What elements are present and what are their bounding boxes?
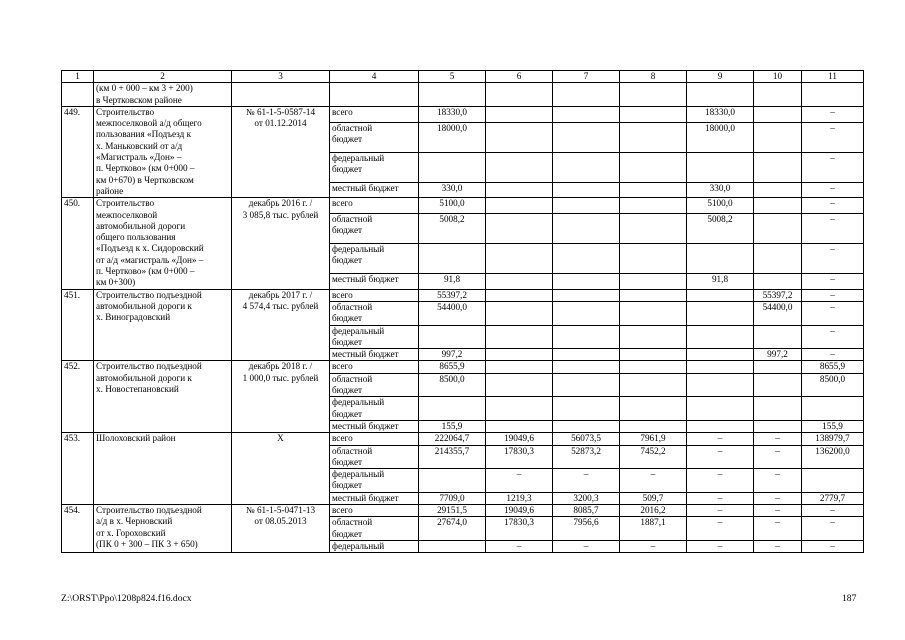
- table-cell: [754, 361, 802, 373]
- header-cell: 9: [687, 71, 754, 83]
- table-cell: № 61-1-5-0471-13 от 08.05.2013: [232, 504, 330, 552]
- table-cell: [553, 122, 620, 152]
- document-path: Z:\ORST\Ppo\1208p824.f16.docx: [61, 593, 192, 604]
- table-cell: [486, 122, 553, 152]
- table-cell: [687, 325, 754, 349]
- table-cell: 214355,7: [419, 445, 486, 469]
- table-row: [62, 504, 864, 516]
- table-cell: [687, 289, 754, 301]
- header-cell: 6: [486, 71, 553, 83]
- table-cell: [486, 420, 553, 432]
- table-cell: [687, 83, 754, 107]
- table-cell: –: [620, 540, 687, 552]
- table-cell: [486, 213, 553, 243]
- table-cell: [620, 83, 687, 107]
- table-cell: [553, 361, 620, 373]
- table-cell: 5100,0: [419, 198, 486, 214]
- table-cell: [553, 243, 620, 273]
- table-cell: федеральный: [330, 540, 419, 552]
- table-cell: [687, 397, 754, 421]
- table-cell: [620, 122, 687, 152]
- table-cell: 56073,5: [553, 433, 620, 445]
- table-cell: [620, 273, 687, 289]
- table-cell: федеральный бюджет: [330, 243, 419, 273]
- table-cell: декабрь 2016 г. / 3 085,8 тыс. рублей: [232, 198, 330, 289]
- table-cell: –: [754, 433, 802, 445]
- table-cell: 2016,2: [620, 504, 687, 516]
- table-cell: [687, 243, 754, 273]
- table-cell: 453.: [62, 433, 94, 505]
- table-cell: местный бюджет: [330, 420, 419, 432]
- table-cell: [802, 83, 864, 107]
- table-cell: [486, 83, 553, 107]
- table-cell: [553, 325, 620, 349]
- table-cell: [553, 397, 620, 421]
- table-cell: [553, 273, 620, 289]
- table-cell: [330, 83, 419, 107]
- table-cell: [553, 420, 620, 432]
- table-cell: [486, 198, 553, 214]
- table-cell: –: [802, 540, 864, 552]
- table-cell: [419, 469, 486, 493]
- table-cell: –: [802, 213, 864, 243]
- table-cell: местный бюджет: [330, 273, 419, 289]
- table-cell: –: [687, 445, 754, 469]
- table-cell: [620, 106, 687, 122]
- table-cell: –: [553, 469, 620, 493]
- table-cell: всего: [330, 198, 419, 214]
- table-cell: 1219,3: [486, 492, 553, 504]
- table-row: [62, 289, 864, 301]
- table-cell: [419, 243, 486, 273]
- table-cell: –: [802, 198, 864, 214]
- table-cell: федеральный бюджет: [330, 152, 419, 182]
- table-cell: [620, 420, 687, 432]
- table-cell: федеральный бюджет: [330, 397, 419, 421]
- table-cell: –: [802, 289, 864, 301]
- table-cell: [620, 373, 687, 397]
- table-cell: [553, 213, 620, 243]
- table-cell: [620, 301, 687, 325]
- table-cell: всего: [330, 504, 419, 516]
- table-cell: –: [687, 540, 754, 552]
- table-cell: 138979,7: [802, 433, 864, 445]
- table-cell: № 61-1-5-0587-14 от 01.12.2014: [232, 106, 330, 197]
- table-cell: 18330,0: [687, 106, 754, 122]
- table-cell: –: [486, 540, 553, 552]
- table-cell: –: [754, 492, 802, 504]
- table-cell: 19049,6: [486, 433, 553, 445]
- table-cell: декабрь 2017 г. / 4 574,4 тыс. рублей: [232, 289, 330, 361]
- table-cell: Шолоховский район: [94, 433, 232, 505]
- table-cell: 55397,2: [754, 289, 802, 301]
- table-cell: 8500,0: [419, 373, 486, 397]
- table-cell: 8655,9: [802, 361, 864, 373]
- table-cell: 450.: [62, 198, 94, 289]
- table-cell: –: [802, 273, 864, 289]
- table-cell: [754, 397, 802, 421]
- header-cell: 2: [94, 71, 232, 83]
- table-cell: –: [687, 504, 754, 516]
- table-cell: [620, 182, 687, 198]
- table-cell: –: [802, 504, 864, 516]
- table-cell: –: [553, 540, 620, 552]
- table-cell: местный бюджет: [330, 492, 419, 504]
- table-cell: –: [802, 243, 864, 273]
- table-cell: [486, 373, 553, 397]
- table-cell: [620, 289, 687, 301]
- table-cell: [687, 152, 754, 182]
- header-row: [62, 71, 864, 83]
- table-cell: 330,0: [419, 182, 486, 198]
- table-cell: 17830,3: [486, 517, 553, 541]
- table-cell: 8085,7: [553, 504, 620, 516]
- table-cell: –: [754, 445, 802, 469]
- table-cell: [419, 540, 486, 552]
- table-cell: –: [754, 517, 802, 541]
- table-cell: [419, 325, 486, 349]
- table-cell: –: [687, 433, 754, 445]
- table-cell: 5100,0: [687, 198, 754, 214]
- table-body: [62, 71, 864, 553]
- table-cell: 18000,0: [687, 122, 754, 152]
- table-cell: [486, 397, 553, 421]
- table-cell: [687, 361, 754, 373]
- table-cell: 449.: [62, 106, 94, 197]
- table-cell: 54400,0: [419, 301, 486, 325]
- table-cell: –: [754, 504, 802, 516]
- header-cell: 7: [553, 71, 620, 83]
- table-cell: [754, 122, 802, 152]
- table-row: [62, 361, 864, 373]
- table-cell: 451.: [62, 289, 94, 361]
- table-cell: Строительство подъездной автомобильной дороги к х. Виноградовский: [94, 289, 232, 361]
- table-cell: 19049,6: [486, 504, 553, 516]
- table-cell: –: [802, 517, 864, 541]
- table-cell: [754, 182, 802, 198]
- table-cell: 452.: [62, 361, 94, 433]
- table-cell: [620, 397, 687, 421]
- table-cell: [486, 243, 553, 273]
- table-cell: всего: [330, 289, 419, 301]
- table-cell: [754, 152, 802, 182]
- table-cell: [553, 301, 620, 325]
- table-cell: [553, 182, 620, 198]
- table-cell: [553, 349, 620, 361]
- table-cell: 91,8: [419, 273, 486, 289]
- table-cell: –: [754, 540, 802, 552]
- table-cell: [486, 289, 553, 301]
- table-cell: Строительство межпоселковой автомобильной дороги общего пользования «Подъезд к х. Сидоровский от а/д «магистраль «Дон» – п. Чертково» (км 0+000 – км 0+300): [94, 198, 232, 289]
- table-cell: –: [802, 152, 864, 182]
- table-cell: (км 0 + 000 – км 3 + 200) в Чертковском районе: [94, 83, 232, 107]
- table-cell: [486, 106, 553, 122]
- table-cell: [486, 361, 553, 373]
- table-cell: [620, 152, 687, 182]
- table-cell: [620, 349, 687, 361]
- table-cell: 8655,9: [419, 361, 486, 373]
- table-cell: [687, 349, 754, 361]
- table-cell: [754, 373, 802, 397]
- table-row: [62, 433, 864, 445]
- table-cell: [754, 325, 802, 349]
- table-cell: 997,2: [754, 349, 802, 361]
- table-cell: –: [802, 349, 864, 361]
- table-cell: местный бюджет: [330, 182, 419, 198]
- table-cell: [486, 349, 553, 361]
- table-cell: –: [802, 182, 864, 198]
- table-cell: 454.: [62, 504, 94, 552]
- table-cell: 27674,0: [419, 517, 486, 541]
- table-cell: –: [687, 492, 754, 504]
- header-cell: 10: [754, 71, 802, 83]
- table-cell: всего: [330, 106, 419, 122]
- table-cell: [754, 198, 802, 214]
- table-cell: [754, 106, 802, 122]
- table-cell: 330,0: [687, 182, 754, 198]
- table-cell: [486, 301, 553, 325]
- table-cell: [553, 289, 620, 301]
- table-cell: [802, 397, 864, 421]
- table-cell: 7452,2: [620, 445, 687, 469]
- table-cell: 1887,1: [620, 517, 687, 541]
- table-cell: [419, 397, 486, 421]
- table-cell: [754, 420, 802, 432]
- table-cell: 7961,9: [620, 433, 687, 445]
- header-cell: 5: [419, 71, 486, 83]
- table-cell: областной бюджет: [330, 301, 419, 325]
- table-cell: 155,9: [419, 420, 486, 432]
- header-cell: 11: [802, 71, 864, 83]
- budget-table: [61, 70, 864, 553]
- table-cell: [687, 373, 754, 397]
- table-cell: 52873,2: [553, 445, 620, 469]
- table-row: [62, 83, 864, 107]
- table-cell: [486, 182, 553, 198]
- table-cell: 5008,2: [687, 213, 754, 243]
- table-cell: [232, 83, 330, 107]
- table-cell: [754, 273, 802, 289]
- table-cell: областной бюджет: [330, 445, 419, 469]
- page-number: 187: [842, 593, 857, 604]
- table-cell: [419, 152, 486, 182]
- table-cell: 17830,3: [486, 445, 553, 469]
- table-cell: [620, 325, 687, 349]
- table-cell: –: [687, 469, 754, 493]
- table-cell: –: [620, 469, 687, 493]
- table-row: [62, 106, 864, 122]
- table-cell: [687, 301, 754, 325]
- table-cell: 222064,7: [419, 433, 486, 445]
- table-cell: [62, 83, 94, 107]
- table-cell: –: [802, 301, 864, 325]
- table-cell: 29151,5: [419, 504, 486, 516]
- table-cell: 55397,2: [419, 289, 486, 301]
- table-cell: областной бюджет: [330, 517, 419, 541]
- table-cell: Строительство подъездной автомобильной дороги к х. Новостепановский: [94, 361, 232, 433]
- header-cell: 1: [62, 71, 94, 83]
- table-cell: 155,9: [802, 420, 864, 432]
- table-cell: всего: [330, 361, 419, 373]
- table-cell: [553, 106, 620, 122]
- table-cell: –: [486, 469, 553, 493]
- table-cell: декабрь 2018 г. / 1 000,0 тыс. рублей: [232, 361, 330, 433]
- table-cell: 54400,0: [754, 301, 802, 325]
- table-cell: всего: [330, 433, 419, 445]
- table-cell: [553, 152, 620, 182]
- table-cell: [754, 83, 802, 107]
- table-cell: 18330,0: [419, 106, 486, 122]
- header-cell: 8: [620, 71, 687, 83]
- table-cell: Строительство межпоселковой а/д общего пользования «Подъезд к х. Маньковский от а/д «Магистраль «Дон» – п. Чертково» (км 0+000 – км 0+670) в Чертковском районе: [94, 106, 232, 197]
- table-cell: 7709,0: [419, 492, 486, 504]
- table-cell: 997,2: [419, 349, 486, 361]
- table-cell: [419, 83, 486, 107]
- table-cell: местный бюджет: [330, 349, 419, 361]
- table-cell: 5008,2: [419, 213, 486, 243]
- table-cell: 8500,0: [802, 373, 864, 397]
- table-cell: –: [802, 106, 864, 122]
- table-cell: [553, 83, 620, 107]
- table-cell: 3200,3: [553, 492, 620, 504]
- table-cell: 91,8: [687, 273, 754, 289]
- table-cell: федеральный бюджет: [330, 325, 419, 349]
- table-cell: [754, 243, 802, 273]
- table-cell: областной бюджет: [330, 213, 419, 243]
- table-cell: –: [687, 517, 754, 541]
- table-cell: [553, 198, 620, 214]
- table-cell: 509,7: [620, 492, 687, 504]
- table-cell: –: [754, 469, 802, 493]
- table-cell: [553, 373, 620, 397]
- table-cell: федеральный бюджет: [330, 469, 419, 493]
- header-cell: 3: [232, 71, 330, 83]
- table-cell: [620, 213, 687, 243]
- header-cell: 4: [330, 71, 419, 83]
- table-cell: 7956,6: [553, 517, 620, 541]
- table-cell: [486, 152, 553, 182]
- table-cell: 18000,0: [419, 122, 486, 152]
- table-cell: [687, 420, 754, 432]
- table-cell: областной бюджет: [330, 122, 419, 152]
- table-cell: Строительство подъездной а/д в х. Черновский от х. Гороховский (ПК 0 + 300 – ПК 3 + 650): [94, 504, 232, 552]
- table-cell: Х: [232, 433, 330, 505]
- table-cell: [486, 325, 553, 349]
- table-cell: –: [802, 122, 864, 152]
- table-row: [62, 198, 864, 214]
- table-cell: [802, 469, 864, 493]
- table-cell: –: [802, 325, 864, 349]
- table-cell: 2779,7: [802, 492, 864, 504]
- table-cell: [754, 213, 802, 243]
- table-cell: [486, 273, 553, 289]
- table-cell: [620, 361, 687, 373]
- table-cell: [620, 243, 687, 273]
- table-cell: 136200,0: [802, 445, 864, 469]
- table-cell: [620, 198, 687, 214]
- table-cell: областной бюджет: [330, 373, 419, 397]
